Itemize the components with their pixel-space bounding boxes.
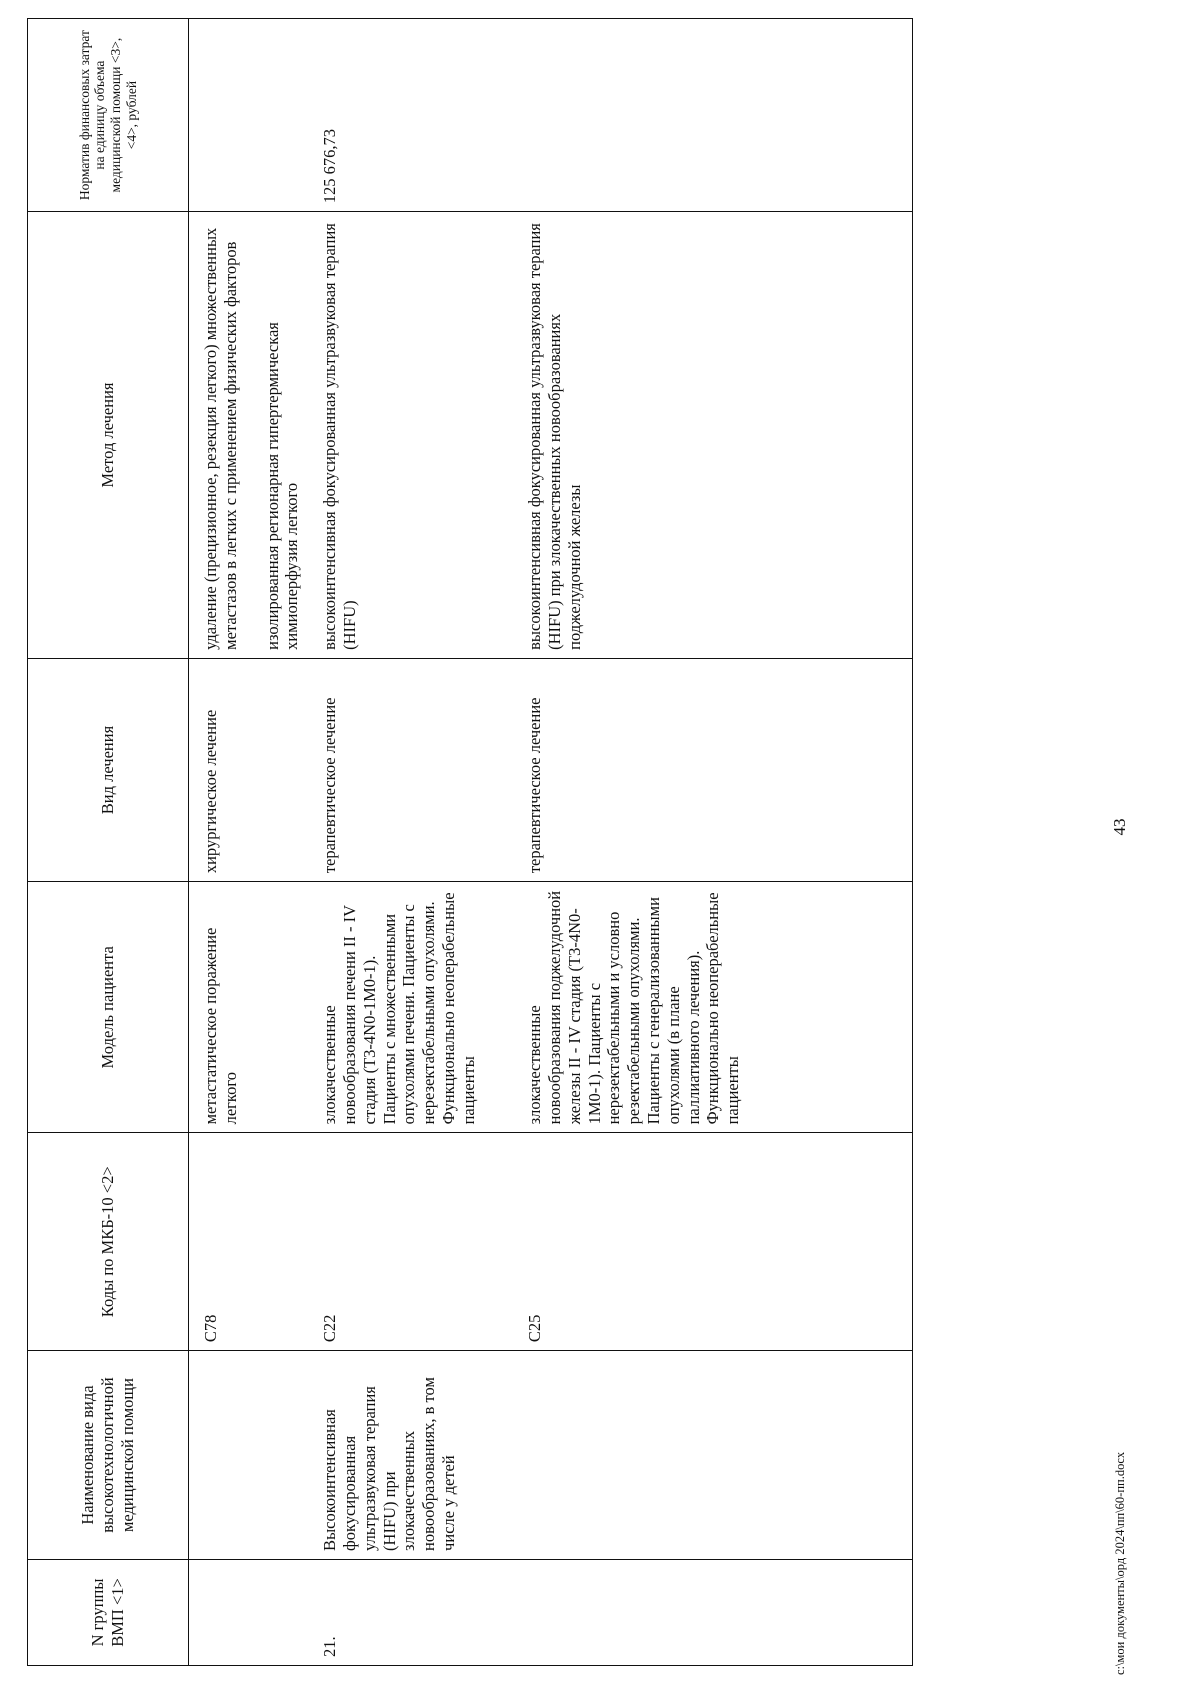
cell-patient-model: злокачественные новообразования поджелудочной железы II - IV стадия (T3-4N0-1M0-1). Пациенты с нерезектабельными и условно резектабельными опухолями. Пациенты с генерализованными опухолями (в плане паллиативного лечения). Функционально неоперабельные пациенты: [517, 882, 912, 1133]
cell-treatment-method: [312, 212, 517, 659]
cell-vmp-name: [517, 1351, 912, 1560]
cell-vmp-name: Высокоинтенсивная фокусированная ультразвуковая терапия (HIFU) при злокачественных новообразованиях, в том числе у детей: [312, 1351, 517, 1560]
cell-treatment-type: терапевтическое лечение: [517, 658, 912, 881]
header-group-num: N группы ВМП <1>: [28, 1559, 189, 1665]
header-treatment-method: Метод лечения: [28, 212, 189, 659]
page-number: 43: [1110, 818, 1129, 836]
cell-group-num: 21.: [312, 1559, 517, 1665]
cell-icd-codes: C25: [517, 1133, 912, 1351]
cell-group-num: [189, 1559, 313, 1665]
cell-treatment-method: [517, 212, 912, 659]
vmp-table: [27, 18, 913, 1666]
table-row: [517, 19, 912, 1666]
method-item: высокоинтенсивная фокусированная ультразвуковая терапия (HIFU): [320, 223, 359, 650]
table-row: [312, 19, 517, 1666]
cell-treatment-method: [189, 212, 313, 659]
cell-cost-norm: [517, 19, 912, 212]
cell-treatment-type: терапевтическое лечение: [312, 658, 517, 881]
footer-file-path: c:\мои документы\орд 2024\пп\60-пп.docx: [1113, 1451, 1127, 1675]
header-vmp-name: Наименование вида высокотехнологичной медицинской помощи: [28, 1351, 189, 1560]
cell-group-num: [517, 1559, 912, 1665]
cell-icd-codes: C22: [312, 1133, 517, 1351]
method-item: высокоинтенсивная фокусированная ультразвуковая терапия (HIFU) при злокачественных новообразованиях поджелудочной железы: [525, 223, 584, 650]
method-item: изолированная регионарная гипертермическая химиоперфузия легкого: [262, 322, 302, 650]
table-row: [189, 19, 313, 1666]
cell-patient-model: метастатическое поражение легкого: [189, 882, 313, 1133]
header-icd-codes: Коды по МКБ-10 <2>: [28, 1133, 189, 1351]
header-patient-model: Модель пациента: [28, 882, 189, 1133]
table-header-row: [28, 19, 189, 1666]
cell-patient-model: злокачественные новообразования печени II - IV стадия (T3-4N0-1M0-1). Пациенты с множественными опухолями печени. Пациенты с нерезектабельными опухолями. Функционально неоперабельные пациенты: [312, 882, 517, 1133]
cell-vmp-name: [189, 1351, 313, 1560]
cell-cost-norm: [189, 19, 313, 212]
header-treatment-type: Вид лечения: [28, 658, 189, 881]
cell-cost-norm: 125 676,73: [312, 19, 517, 212]
method-item: удаление (прецизионное, резекция легкого) множественных метастазов в легких с применением физических факторов: [201, 227, 240, 650]
cell-icd-codes: C78: [189, 1133, 313, 1351]
header-cost-norm: Норматив финансовых затрат на единицу объема медицинской помощи <3>, <4>, рублей: [28, 19, 189, 212]
cell-treatment-type: хирургическое лечение: [189, 658, 313, 881]
